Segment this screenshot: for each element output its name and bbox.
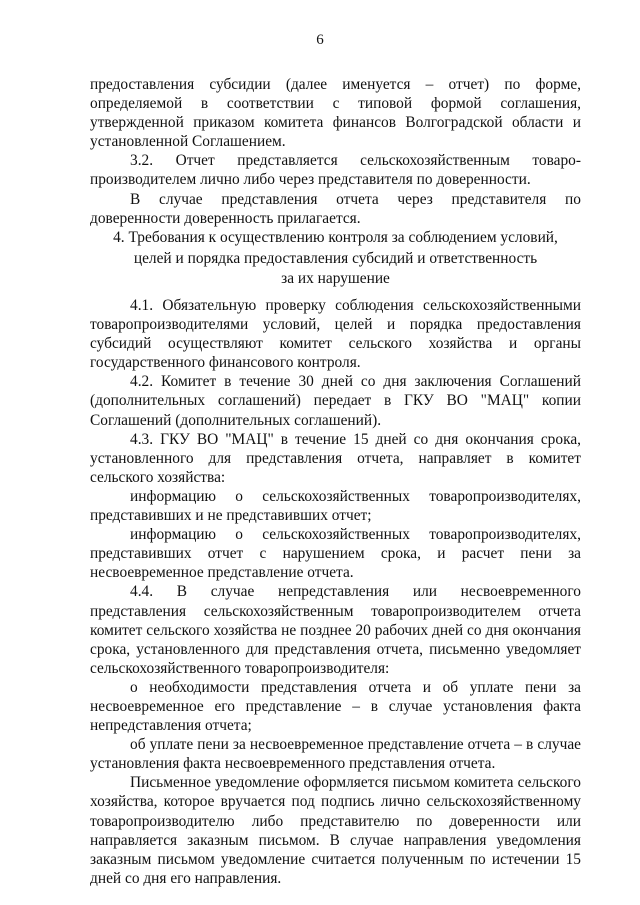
paragraph: информацию о сельскохозяйственных товаропроизводителях, представивших и не представивших отчет; <box>90 487 581 525</box>
paragraph: 4.2. Комитет в течение 30 дней со дня заключения Соглашений (дополнительных соглашений) передает в ГКУ ВО "МАЦ" копии Соглашений (дополнительных соглашений). <box>90 373 581 429</box>
paragraph: информацию о сельскохозяйственных товаропроизводителях, представивших отчет с нарушением срока, и расчет пени за несвоевременное представление отчета. <box>90 526 581 582</box>
paragraph: о необходимости представления отчета и об уплате пени за несвоевременное его представление – в случае установления факта непредставления отчета; <box>90 678 581 735</box>
intro-text-block <box>90 75 581 228</box>
paragraph: Письменное уведомление оформляется письмом комитета сельского хозяйства, которое вручается под подпись лично сельскохозяйственному товаропроизводителю либо представителю по доверенности или направляется заказным письмом. В случае направления уведомления заказным письмом уведомление считается полученным по истечении 15 дней со дня его направления. <box>90 774 581 887</box>
page-number: 6 <box>316 32 324 48</box>
paragraph: 4.4. В случае непредставления или несвоевременного представления сельскохозяйственным товаропроизводителем отчета комитет сельского хозяйства не позднее 20 рабочих дней со дня окончания срока, установленного для представления отчета, письменно уведомляет сельскохозяйственного товаропроизводителя: <box>90 583 581 677</box>
paragraph: 3.2. Отчет представляется сельскохозяйственным товаро-производителем лично либо через представителя по доверенности. <box>90 152 581 189</box>
section-heading-line: целей и порядка предоставления субсидий и ответственность <box>133 249 538 267</box>
paragraph: предоставления субсидии (далее именуется – отчет) по форме, определяемой в соответствии с типовой формой соглашения, утвержденной приказом комитета финансов Волгоградской области и установленной Соглашением. <box>90 76 581 151</box>
section-heading <box>90 228 581 290</box>
paragraph: 4.3. ГКУ ВО "МАЦ" в течение 15 дней со дня окончания срока, установленного для представления отчета, направляет в комитет сельского хозяйства: <box>90 430 581 486</box>
section-heading-line: 4. Требования к осуществлению контроля за соблюдением условий, <box>113 229 558 246</box>
paragraph: об уплате пени за несвоевременное представление отчета – в случае установления факта несвоевременного представления отчета. <box>90 736 581 773</box>
paragraph: В случае представления отчета через представителя по доверенности доверенность прилагается. <box>90 190 581 227</box>
paragraph: 4.1. Обязательную проверку соблюдения сельскохозяйственными товаропроизводителями условий, целей и порядка предоставления субсидий осуществляют комитет сельского хозяйства и органы государственного финансового контроля. <box>90 297 581 372</box>
section-heading-line: за их нарушение <box>281 270 390 287</box>
section-text-block <box>90 296 581 888</box>
